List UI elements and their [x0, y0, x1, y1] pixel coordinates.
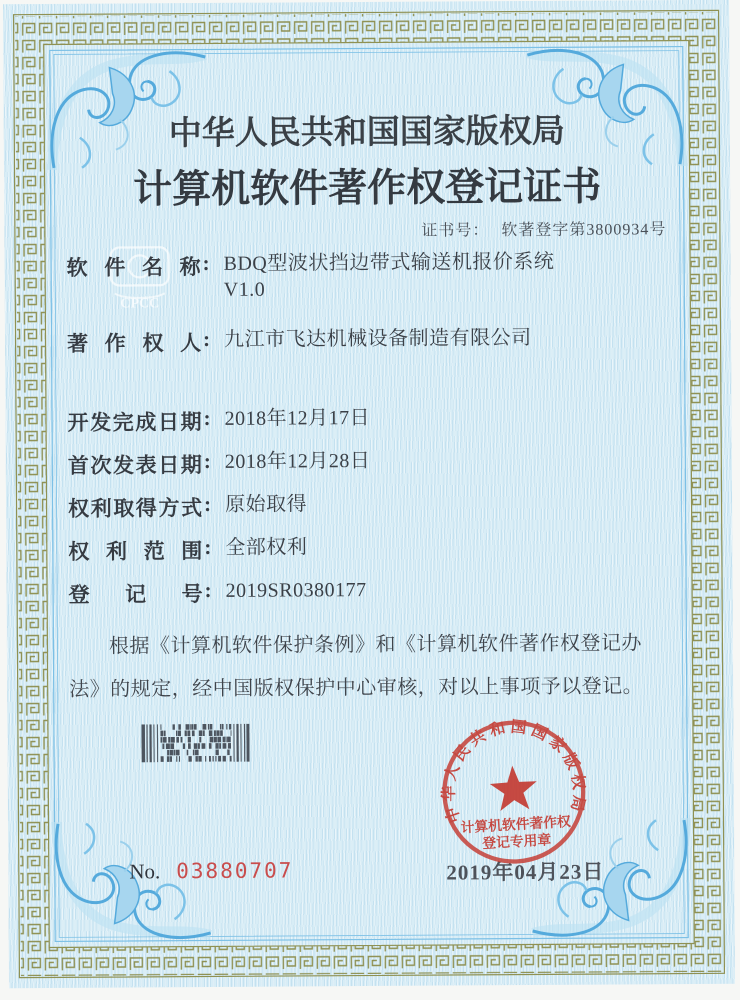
- official-seal: [433, 711, 594, 874]
- field-value: 2018年12月28日: [224, 449, 371, 473]
- field-value: 2018年12月17日: [224, 406, 371, 430]
- field-label: 软件名称: [66, 255, 201, 280]
- field-label: 首次发表日期: [67, 453, 202, 478]
- certificate: [3, 0, 735, 988]
- field-value: 九江市飞达机械设备制造有限公司: [223, 327, 532, 351]
- field-row-registration-number: 登记号 : 2019SR0380177: [68, 577, 367, 607]
- certificate-title: 计算机软件著作权登记证书: [132, 165, 602, 212]
- registration-statement: 根据《计算机软件保护条例》和《计算机软件著作权登记办法》的规定，经中国版权保护中心审核，对以上事项予以登记。: [69, 632, 644, 701]
- field-row-rights-acquisition: 权利取得方式 : 原始取得: [68, 491, 308, 521]
- field-row-dev-complete-date: 开发完成日期 : 2018年12月17日: [67, 405, 371, 435]
- cpcc-watermark-text: CPCC: [120, 296, 160, 312]
- seal-text-line2: 登记专用章: [481, 832, 552, 852]
- certificate-number: [421, 216, 666, 240]
- field-row-copyright-owner: 著作权人 : 九江市飞达机械设备制造有限公司: [67, 326, 532, 356]
- field-value: 原始取得: [224, 493, 308, 516]
- serial-number-label: No.: [129, 859, 161, 884]
- field-label: 权利取得方式: [68, 496, 203, 521]
- field-label: 权利范围: [68, 539, 203, 564]
- software-version: V1.0: [223, 278, 266, 301]
- field-row-software-name: 软件名称 : BDQ型波状挡边带式输送机报价系统 V1.0: [66, 250, 555, 301]
- field-value: 2019SR0380177: [225, 579, 367, 602]
- seal-text-line1: 计算机软件著作权: [460, 813, 572, 836]
- serial-number: [129, 858, 293, 884]
- serial-number-value: 03880707: [176, 858, 294, 884]
- seal-ring-text: 中华人民共和国国家版权局: [440, 718, 588, 825]
- field-label: 开发完成日期: [67, 410, 202, 435]
- field-label: 登记号: [68, 582, 203, 607]
- field-label: 著作权人: [67, 331, 202, 356]
- field-row-rights-scope: 权利范围 : 全部权利: [68, 534, 308, 564]
- seal-star-icon: [489, 764, 538, 811]
- certificate-number-label: 证书号：: [421, 222, 490, 240]
- seal-date: 2019年04月23日: [446, 859, 605, 885]
- barcode: [141, 724, 249, 763]
- field-value: BDQ型波状挡边带式输送机报价系统 V1.0: [223, 250, 555, 301]
- field-row-first-publish-date: 首次发表日期 : 2018年12月28日: [67, 448, 371, 478]
- certificate-number-value: 软著登字第3800934号: [501, 221, 667, 240]
- field-value: 全部权利: [225, 536, 308, 559]
- authority-title: 中华人民共和国国家版权局: [168, 113, 565, 153]
